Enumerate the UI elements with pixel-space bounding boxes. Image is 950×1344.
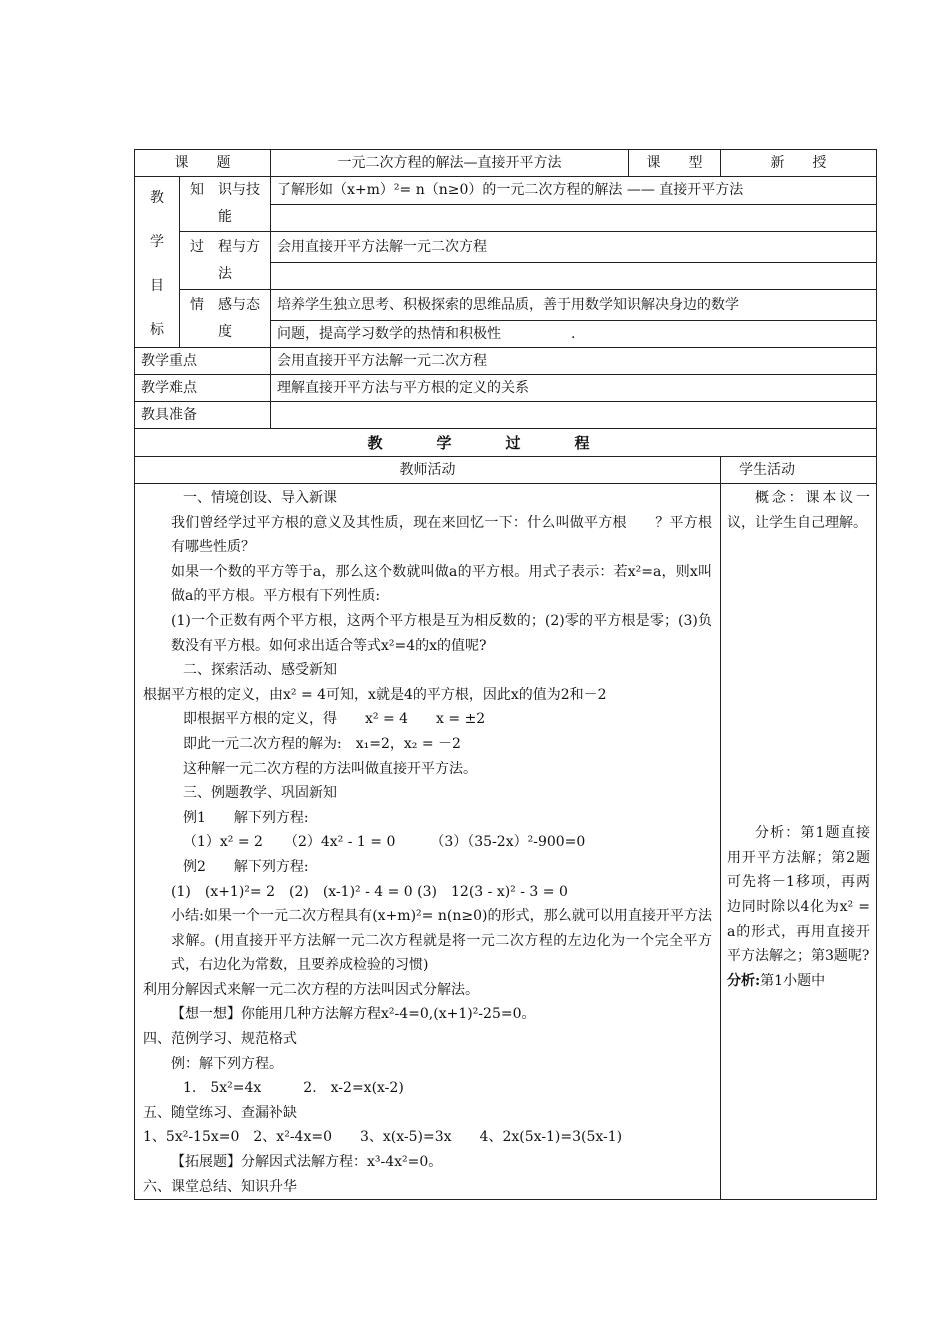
objective-attitude-line1: 培养学生独立思考、积极探索的思维品质，善于用数学知识解决身边的数学: [271, 290, 877, 321]
paragraph-definition: 如果一个数的平方等于a，那么这个数就叫做a的平方根。用式子表示：若x²=a，则x叫做a的平方根。平方根有下列性质:: [171, 563, 712, 605]
extension-problem: 【拓展题】分解因式法解方程：x³-4x²=0。: [171, 1154, 443, 1171]
example-1-equations: （1）x² = 2 （2）4x² - 1 = 0 （3）（35-2x）²-900=0: [183, 834, 586, 851]
teacher-activity-header: 教师活动: [135, 457, 721, 484]
line-method-name: 这种解一元二次方程的方法叫做直接开平方法。: [183, 760, 477, 777]
analysis-bold-label: 分析:: [727, 972, 761, 989]
line-solutions: 即此一元二次方程的解为: x₁=2，x₂ = －2: [183, 735, 461, 752]
side-char-3: 目: [150, 278, 164, 294]
objective-label-process: 过 程与方法: [180, 232, 271, 290]
tools-value: [271, 402, 877, 429]
side-char-2: 学: [150, 234, 164, 250]
example-2-title: 例2 解下列方程:: [183, 858, 309, 875]
think-about-it: 【想一想】你能用几种方法解方程x²-4=0,(x+1)²-25=0。: [171, 1006, 536, 1023]
analysis-rest: 第1小题中: [760, 972, 826, 989]
factoring-method-line: 利用分解因式来解一元二次方程的方法叫因式分解法。: [143, 981, 479, 998]
type-label: 课 型: [629, 150, 721, 177]
practice-equations: 1、5x²-15x=0 2、x²-4x=0 3、x(x-5)=3x 4、2x(5x-1)=3(5x-1): [143, 1129, 623, 1146]
objective-label-attitude: 情 感与态度: [180, 290, 271, 348]
objective-knowledge-line1: 了解形如（x+m）²= n（n≥0）的一元二次方程的解法 —— 直接开平方法: [271, 177, 877, 205]
section-heading-4: 四、范例学习、规范格式: [143, 1031, 297, 1048]
student-activity-header: 学生活动: [721, 457, 877, 484]
section-heading-6: 六、课堂总结、知识升华: [143, 1178, 297, 1195]
student-activity-content: [721, 484, 877, 1200]
student-analysis-note-2: [727, 969, 870, 994]
section-heading-1: 一、情境创设、导入新课: [183, 490, 337, 506]
key-point-value: 会用直接开平方法解一元二次方程: [271, 348, 877, 375]
process-title: 教学过程: [135, 429, 877, 457]
key-point-label: 教学重点: [135, 348, 271, 375]
student-analysis-note: 分析：第1题直接用开平方法解；第2题可先将－1移项，再两边同时除以4化为x² = a的形式，再用直接开平方法解之；第3题呢?: [727, 825, 870, 965]
difficulty-value: 理解直接开平方法与平方根的定义的关系: [271, 375, 877, 402]
objective-process-line2: [271, 262, 877, 290]
lesson-plan-sheet: [134, 149, 876, 1200]
side-char-1: 教: [150, 190, 164, 206]
section-heading-2: 二、探索活动、感受新知: [183, 662, 337, 679]
paragraph-root-definition: 根据平方根的定义，由x² = 4可知，x就是4的平方根，因此x的值为2和－2: [143, 686, 607, 703]
difficulty-label: 教学难点: [135, 375, 271, 402]
section-heading-3: 三、例题教学、巩固新知: [183, 785, 337, 802]
summary-paragraph: 小结:如果一个一元二次方程具有(x+m)²= n(n≥0)的形式，那么就可以用直接开平方法求解。(用直接开平方法解一元二次方程就是将一元二次方程的左边化为一个完全平方式，右边化为常数，且要养成检验的习惯): [171, 908, 712, 974]
example-equations: 1. 5x²=4x 2. x-2=x(x-2): [183, 1080, 404, 1097]
student-concept-note: 概念：课本议一议，让学生自己理解。: [727, 490, 870, 531]
teacher-activity-content: [135, 484, 721, 1200]
example-1-title: 例1 解下列方程:: [183, 809, 309, 826]
paragraph-review: 我们曾经学过平方根的意义及其性质，现在来回忆一下：什么叫做平方根 ？平方根有哪些性质？: [171, 514, 712, 556]
topic-value: 一元二次方程的解法—直接开平方法: [271, 150, 629, 177]
section-heading-5: 五、随堂练习、查漏补缺: [143, 1104, 297, 1121]
lesson-plan-table: [134, 149, 877, 1200]
side-char-4: 标: [150, 322, 164, 338]
objective-knowledge-line2: [271, 204, 877, 232]
example-prompt: 例：解下列方程。: [171, 1055, 283, 1072]
tools-label: 教具准备: [135, 402, 271, 429]
type-value: 新 授: [721, 150, 877, 177]
topic-label: 课 题: [135, 150, 271, 177]
example-2-equations: (1) (x+1)²= 2 (2) (x-1)² - 4 = 0 (3) 12(3 - x)² - 3 = 0: [171, 883, 568, 900]
paragraph-properties: (1)一个正数有两个平方根，这两个平方根是互为相反数的；(2)零的平方根是零；(3)负数没有平方根。如何求出适合等式x²=4的x的值呢?: [171, 612, 712, 654]
student-notes-spacer: [727, 535, 870, 821]
objective-process-line1: 会用直接开平方法解一元二次方程: [271, 232, 877, 263]
objective-attitude-line2: 问题，提高学习数学的热情和积极性 .: [271, 320, 877, 348]
objectives-side-label: [135, 177, 180, 348]
line-by-definition: 即根据平方根的定义，得 x² = 4 x = ±2: [183, 711, 486, 728]
objective-label-knowledge: 知 识与技能: [180, 177, 271, 232]
